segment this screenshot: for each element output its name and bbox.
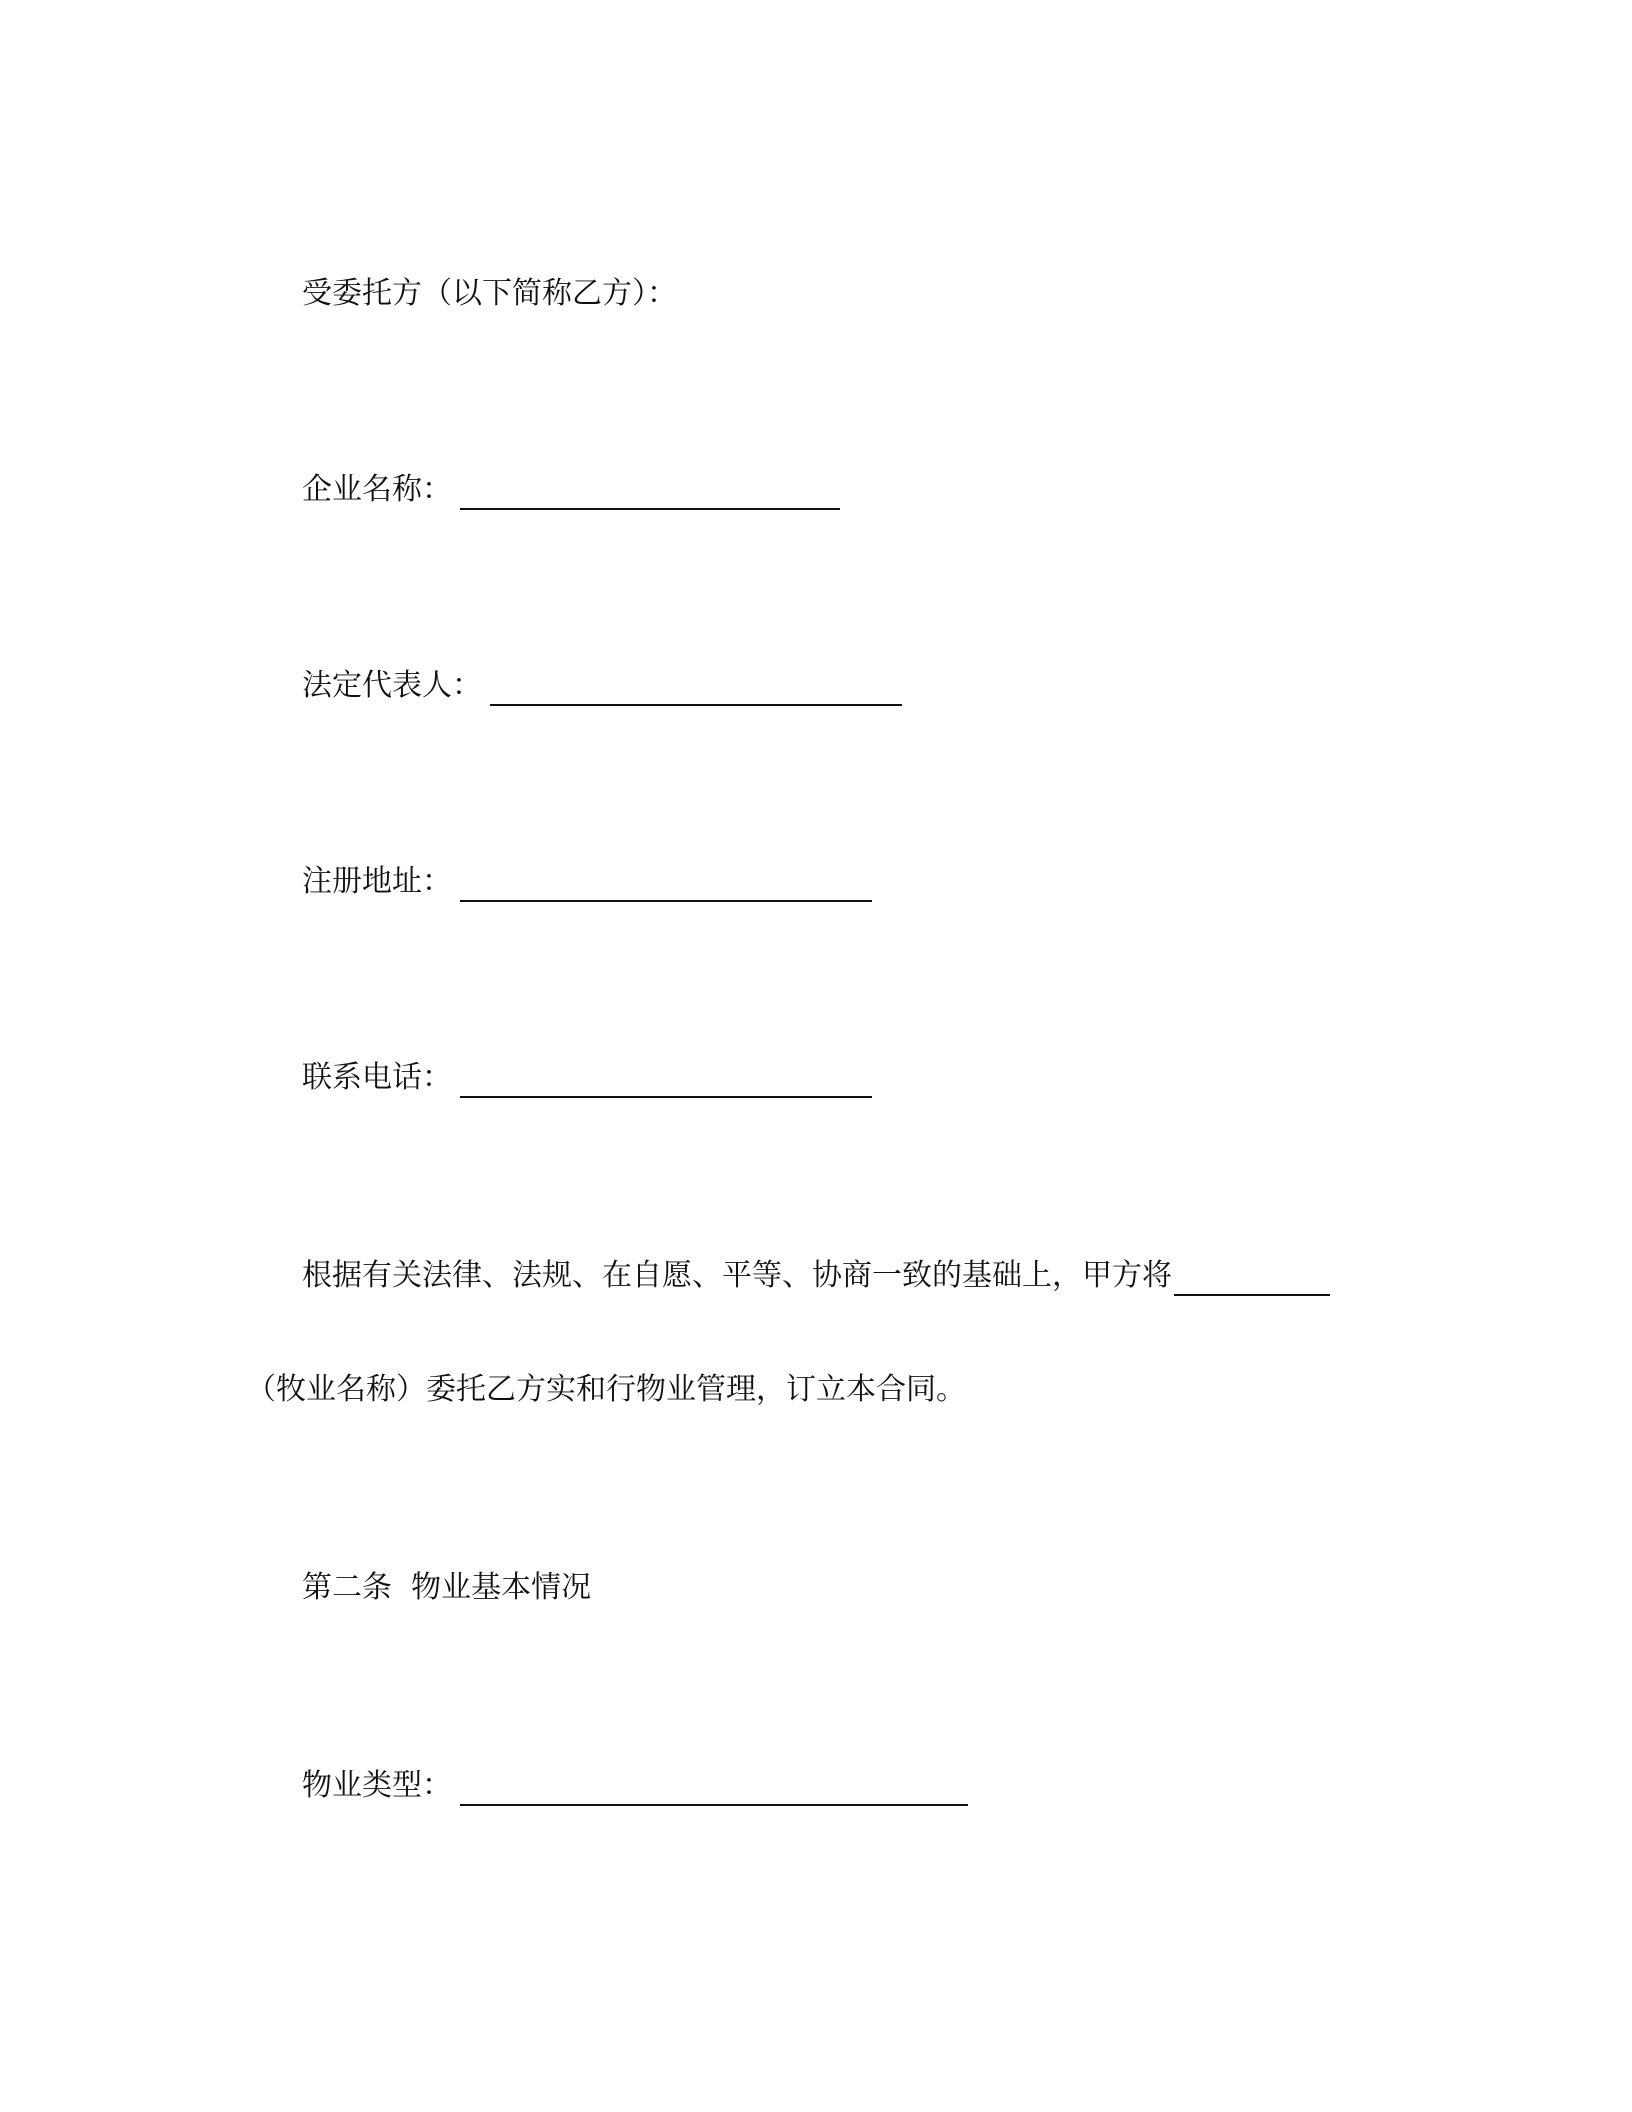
property-name-blank[interactable] bbox=[1174, 1264, 1330, 1296]
registered-address-label: 注册地址： bbox=[302, 864, 452, 899]
field-registered-address bbox=[302, 862, 872, 902]
field-legal-representative bbox=[302, 666, 902, 706]
field-property-type bbox=[302, 1766, 968, 1806]
article-2-title-text: 第二条 物业基本情况 bbox=[302, 1570, 592, 1605]
property-type-blank[interactable] bbox=[460, 1774, 968, 1806]
party-b-heading-text: 受委托方（以下简称乙方）： bbox=[302, 276, 677, 311]
article-2-title bbox=[302, 1568, 591, 1608]
company-name-blank[interactable] bbox=[460, 478, 840, 510]
legal-representative-blank[interactable] bbox=[490, 674, 902, 706]
field-company-name bbox=[302, 470, 840, 510]
registered-address-blank[interactable] bbox=[460, 870, 872, 902]
intro-line-2-text: （牧业名称）委托乙方实和行物业管理，订立本合同。 bbox=[246, 1372, 966, 1407]
property-type-label: 物业类型： bbox=[302, 1768, 452, 1803]
party-b-heading bbox=[302, 274, 677, 314]
company-name-label: 企业名称： bbox=[302, 472, 452, 507]
intro-line-1-text: 根据有关法律、法规、在自愿、平等、协商一致的基础上，甲方将 bbox=[302, 1258, 1172, 1293]
intro-line-2 bbox=[246, 1370, 966, 1410]
intro-line-1 bbox=[302, 1256, 1330, 1296]
field-contact-phone bbox=[302, 1058, 872, 1098]
contact-phone-label: 联系电话： bbox=[302, 1060, 452, 1095]
legal-representative-label: 法定代表人： bbox=[302, 668, 482, 703]
contact-phone-blank[interactable] bbox=[460, 1066, 872, 1098]
